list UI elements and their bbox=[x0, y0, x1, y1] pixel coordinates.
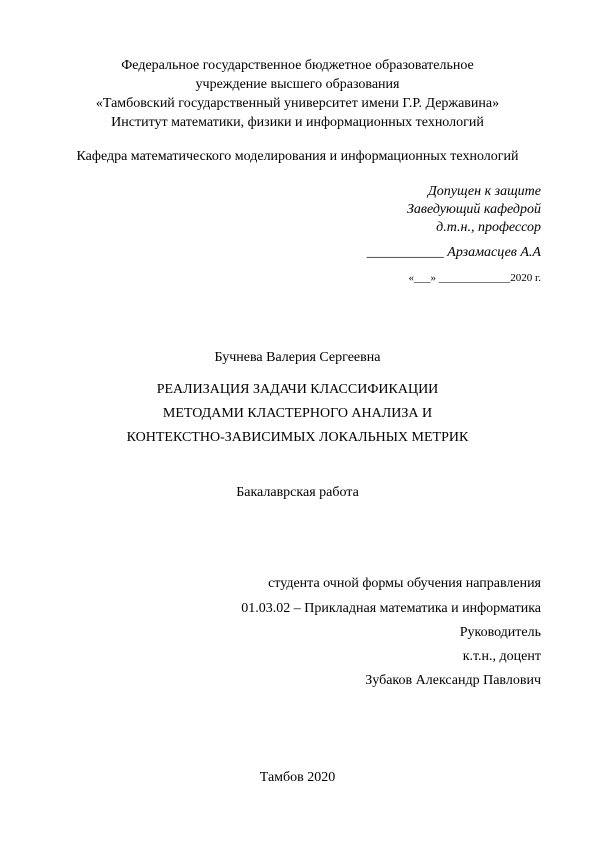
approval-admitted: Допущен к защите bbox=[427, 184, 541, 199]
institution-line-2: учреждение высшего образования bbox=[195, 77, 400, 92]
approval-degree: д.т.н., профессор bbox=[436, 220, 541, 235]
author-name: Бучнева Валерия Сергеевна bbox=[214, 350, 381, 365]
supervisor-name: Зубаков Александр Павлович bbox=[365, 673, 541, 688]
thesis-title-line-3: КОНТЕКСТНО-ЗАВИСИМЫХ ЛОКАЛЬНЫХ МЕТРИК bbox=[126, 430, 469, 445]
department-name: Кафедра математического моделирования и информационных технологий bbox=[76, 149, 519, 164]
thesis-title-line-1: РЕАЛИЗАЦИЯ ЗАДАЧИ КЛАССИФИКАЦИИ bbox=[156, 382, 439, 397]
thesis-title-line-2: МЕТОДАМИ КЛАСТЕРНОГО АНАЛИЗА И bbox=[162, 406, 433, 421]
student-program-line-2: 01.03.02 – Прикладная математика и информатика bbox=[241, 601, 541, 616]
institute-name: Институт математики, физики и информационных технологий bbox=[111, 115, 484, 130]
university-name: «Тамбовский государственный университет имени Г.Р. Державина» bbox=[95, 96, 500, 111]
student-program-line-1: студента очной формы обучения направления bbox=[268, 576, 541, 591]
approval-head: Заведующий кафедрой bbox=[406, 202, 541, 217]
supervisor-label: Руководитель bbox=[459, 625, 541, 640]
work-type: Бакалаврская работа bbox=[236, 485, 359, 500]
supervisor-degree: к.т.н., доцент bbox=[462, 649, 541, 664]
approval-signature: ___________ Арзамасцев А.А bbox=[366, 245, 541, 260]
approval-date: «___» _____________2020 г. bbox=[408, 272, 541, 284]
city-year: Тамбов 2020 bbox=[259, 770, 336, 785]
institution-line-1: Федеральное государственное бюджетное образовательное bbox=[121, 58, 474, 73]
